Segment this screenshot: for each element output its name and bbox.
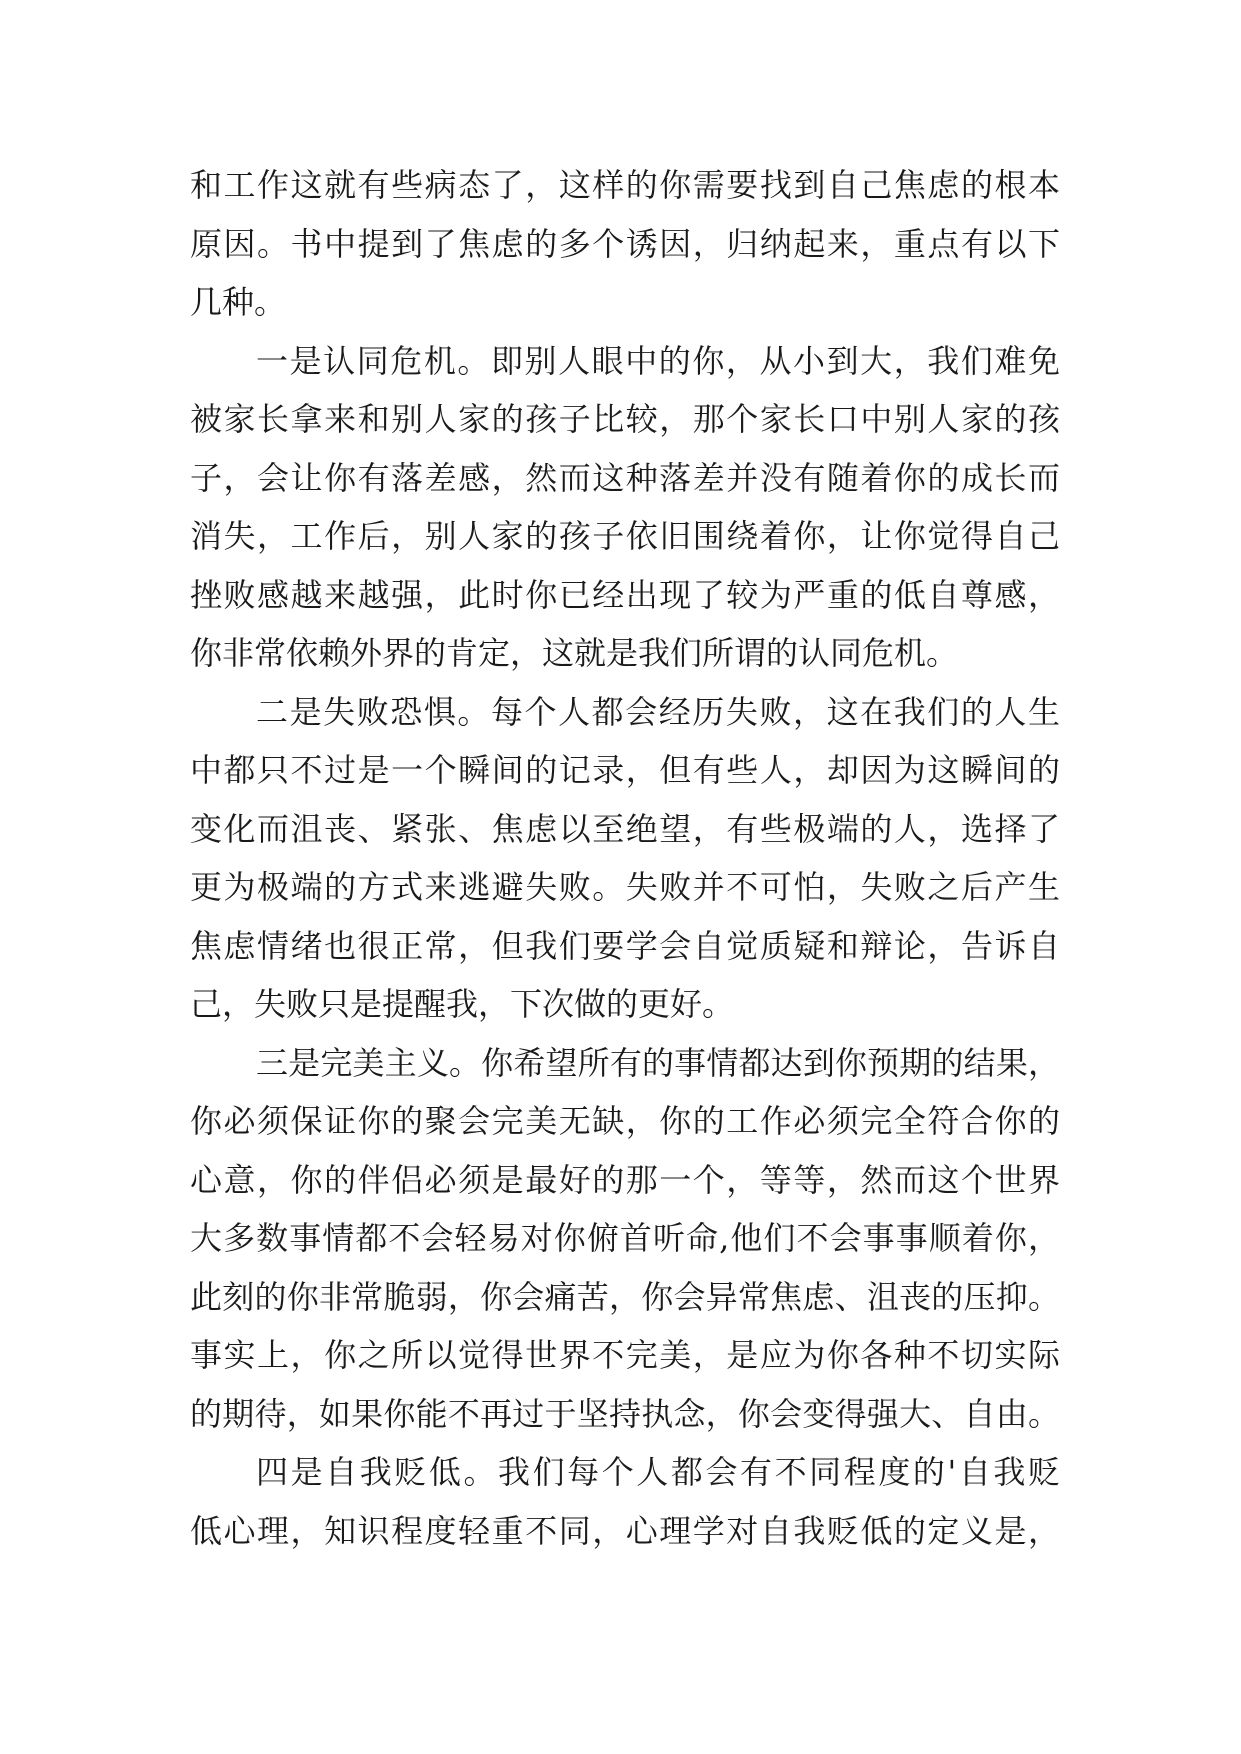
- text-line: 此刻的你非常脆弱，你会痛苦，你会异常焦虑、沮丧的压抑。: [190, 1277, 1060, 1316]
- text-line: 低心理，知识程度轻重不同，心理学对自我贬低的定义是，: [190, 1511, 1060, 1550]
- paragraph-start-line: 一是认同危机。即别人眼中的你，从小到大，我们难免: [256, 341, 1060, 380]
- text-line: 消失，工作后，别人家的孩子依旧围绕着你，让你觉得自己: [190, 517, 1060, 555]
- text-line: 心意，你的伴侣必须是最好的那一个，等等，然而这个世界: [190, 1160, 1060, 1199]
- body-text: [190, 156, 1060, 1560]
- text-line: 己，失败只是提醒我，下次做的更好。: [190, 985, 735, 1023]
- paragraph-start-line: 四是自我贬低。我们每个人都会有不同程度的'自我贬: [256, 1453, 1060, 1491]
- text-line: 变化而沮丧、紧张、焦虑以至绝望，有些极端的人，选择了: [190, 809, 1060, 848]
- text-line: 焦虑情绪也很正常，但我们要学会自觉质疑和辩论，告诉自: [190, 926, 1060, 965]
- paragraph-start-line: 二是失败恐惧。每个人都会经历失败，这在我们的人生: [256, 692, 1060, 731]
- text-line: 你非常依赖外界的肯定，这就是我们所谓的认同危机。: [190, 634, 959, 672]
- text-line: 原因。书中提到了焦虑的多个诱因，归纳起来，重点有以下: [190, 224, 1060, 263]
- text-line: 子，会让你有落差感，然而这种落差并没有随着你的成长而: [190, 458, 1060, 497]
- text-line: 被家长拿来和别人家的孩子比较，那个家长口中别人家的孩: [190, 400, 1060, 438]
- text-line: 你必须保证你的聚会完美无缺，你的工作必须完全符合你的: [190, 1102, 1060, 1140]
- text-line: 几种。: [190, 283, 287, 321]
- text-line: 更为极端的方式来逃避失败。失败并不可怕，失败之后产生: [190, 868, 1060, 906]
- text-line: 和工作这就有些病态了，这样的你需要找到自己焦虑的根本: [190, 166, 1060, 204]
- text-line: 的期待，如果你能不再过于坚持执念，你会变得强大、自由。: [190, 1394, 1060, 1433]
- text-line: 挫败感越来越强，此时你已经出现了较为严重的低自尊感，: [190, 575, 1060, 614]
- text-line: 事实上，你之所以觉得世界不完美，是应为你各种不切实际: [190, 1336, 1060, 1374]
- text-line: 中都只不过是一个瞬间的记录，但有些人，却因为这瞬间的: [190, 751, 1060, 789]
- paragraph-start-line: 三是完美主义。你希望所有的事情都达到你预期的结果，: [256, 1043, 1060, 1082]
- text-line: 大多数事情都不会轻易对你俯首听命,他们不会事事顺着你，: [190, 1219, 1060, 1257]
